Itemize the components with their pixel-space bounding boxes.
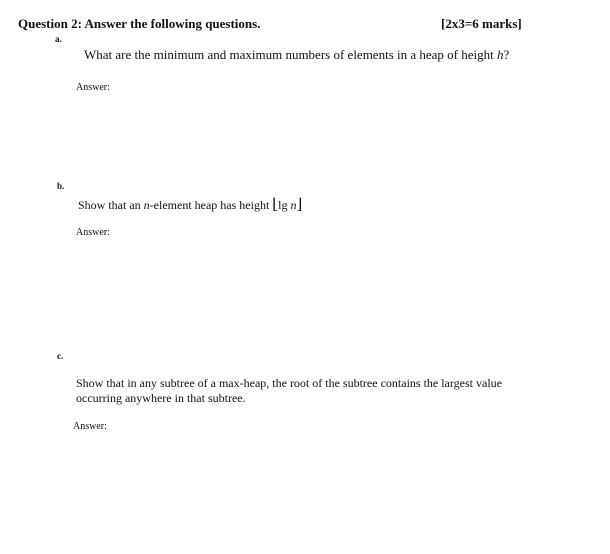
item-label-a: a. xyxy=(55,34,62,44)
floor-var: n xyxy=(290,198,297,212)
item-label-b: b. xyxy=(57,181,65,191)
question-a-text xyxy=(84,47,509,63)
question-a-text-after: ? xyxy=(503,47,510,62)
question-b-text-before: Show that an xyxy=(78,198,144,212)
question-c-line2: occurring anywhere in that subtree. xyxy=(76,391,246,405)
question-a-var: h xyxy=(497,47,504,62)
question-a-text-before: What are the minimum and maximum numbers of elements in a heap of height xyxy=(84,47,497,62)
question-title xyxy=(18,16,260,32)
answer-label-b: Answer: xyxy=(76,227,110,238)
question-b-var: n xyxy=(143,198,150,212)
question-c-line1: Show that in any subtree of a max-heap, the root of the subtree contains the largest value xyxy=(76,376,502,390)
question-b-text-mid: -element heap has height xyxy=(149,198,273,212)
answer-label-c: Answer: xyxy=(73,421,107,432)
answer-label-a: Answer: xyxy=(76,82,110,93)
question-title-rest: : Answer the following questions. xyxy=(77,16,261,31)
question-marks: [2x3=6 marks] xyxy=(441,16,522,31)
floor-open-symbol: ⌊ xyxy=(272,197,279,213)
floor-close-symbol: ⌋ xyxy=(296,197,303,213)
question-title-prefix: Question 2 xyxy=(18,16,78,31)
question-b-text xyxy=(78,195,302,214)
item-label-c: c. xyxy=(57,351,64,361)
floor-lg: lg xyxy=(278,198,291,212)
